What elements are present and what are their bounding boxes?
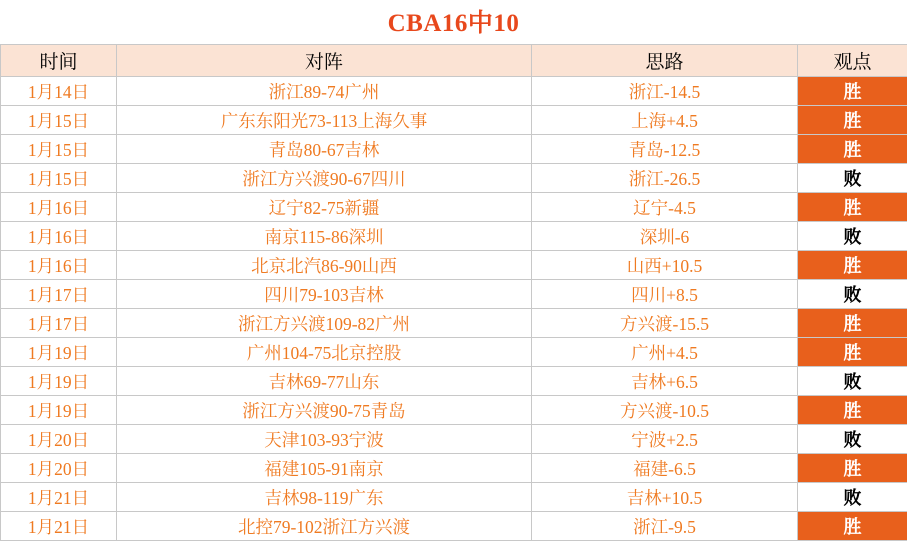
cell-result-badge: 胜	[798, 309, 907, 338]
table-row	[1, 280, 907, 309]
cell-idea: 方兴渡-10.5	[532, 396, 798, 425]
table-row	[1, 512, 907, 541]
table-row	[1, 193, 907, 222]
table-body	[1, 77, 907, 541]
table-row	[1, 164, 907, 193]
cell-idea: 浙江-26.5	[532, 164, 798, 193]
cell-match: 南京115-86深圳	[117, 222, 532, 251]
cell-match: 广州104-75北京控股	[117, 338, 532, 367]
cell-time: 1月20日	[1, 454, 117, 483]
cell-match: 浙江方兴渡90-75青岛	[117, 396, 532, 425]
cell-time: 1月19日	[1, 367, 117, 396]
cell-result-badge: 败	[798, 425, 907, 454]
table-row	[1, 309, 907, 338]
cell-time: 1月21日	[1, 512, 117, 541]
cell-time: 1月15日	[1, 106, 117, 135]
table-row	[1, 425, 907, 454]
cell-time: 1月15日	[1, 135, 117, 164]
column-header-time: 时间	[1, 45, 117, 77]
table-header-row	[1, 45, 907, 77]
cell-idea: 四川+8.5	[532, 280, 798, 309]
column-header-view: 观点	[798, 45, 907, 77]
table-header	[1, 45, 907, 77]
table-row	[1, 338, 907, 367]
cell-result-badge: 败	[798, 280, 907, 309]
cell-result-badge: 胜	[798, 106, 907, 135]
table-row	[1, 396, 907, 425]
cell-result-badge: 胜	[798, 77, 907, 106]
cell-time: 1月16日	[1, 222, 117, 251]
cell-time: 1月16日	[1, 193, 117, 222]
cell-result-badge: 败	[798, 483, 907, 512]
cell-idea: 浙江-9.5	[532, 512, 798, 541]
table-row	[1, 222, 907, 251]
cell-result-badge: 胜	[798, 396, 907, 425]
cell-result-badge: 胜	[798, 512, 907, 541]
cell-match: 吉林69-77山东	[117, 367, 532, 396]
cell-idea: 上海+4.5	[532, 106, 798, 135]
cell-match: 天津103-93宁波	[117, 425, 532, 454]
column-header-match: 对阵	[117, 45, 532, 77]
table-row	[1, 454, 907, 483]
cell-match: 四川79-103吉林	[117, 280, 532, 309]
cell-match: 浙江方兴渡109-82广州	[117, 309, 532, 338]
predictions-table	[0, 44, 907, 541]
cell-idea: 宁波+2.5	[532, 425, 798, 454]
cell-result-badge: 胜	[798, 338, 907, 367]
column-header-idea: 思路	[532, 45, 798, 77]
cell-result-badge: 败	[798, 164, 907, 193]
cell-idea: 方兴渡-15.5	[532, 309, 798, 338]
cell-result-badge: 胜	[798, 454, 907, 483]
cell-match: 浙江89-74广州	[117, 77, 532, 106]
cell-time: 1月16日	[1, 251, 117, 280]
cell-match: 北控79-102浙江方兴渡	[117, 512, 532, 541]
cell-idea: 广州+4.5	[532, 338, 798, 367]
cell-idea: 福建-6.5	[532, 454, 798, 483]
cell-idea: 辽宁-4.5	[532, 193, 798, 222]
cell-idea: 山西+10.5	[532, 251, 798, 280]
cell-result-badge: 败	[798, 367, 907, 396]
cell-match: 福建105-91南京	[117, 454, 532, 483]
cell-time: 1月19日	[1, 396, 117, 425]
cell-idea: 深圳-6	[532, 222, 798, 251]
table-row	[1, 483, 907, 512]
cell-match: 青岛80-67吉林	[117, 135, 532, 164]
cell-time: 1月17日	[1, 280, 117, 309]
table-row	[1, 251, 907, 280]
cell-time: 1月17日	[1, 309, 117, 338]
cell-idea: 吉林+6.5	[532, 367, 798, 396]
cell-match: 北京北汽86-90山西	[117, 251, 532, 280]
cell-match: 广东东阳光73-113上海久事	[117, 106, 532, 135]
cell-idea: 青岛-12.5	[532, 135, 798, 164]
cell-match: 浙江方兴渡90-67四川	[117, 164, 532, 193]
cell-time: 1月15日	[1, 164, 117, 193]
cell-time: 1月20日	[1, 425, 117, 454]
cell-result-badge: 败	[798, 222, 907, 251]
cell-idea: 吉林+10.5	[532, 483, 798, 512]
cell-match: 吉林98-119广东	[117, 483, 532, 512]
table-row	[1, 367, 907, 396]
table-row	[1, 77, 907, 106]
cell-idea: 浙江-14.5	[532, 77, 798, 106]
cell-result-badge: 胜	[798, 135, 907, 164]
cell-result-badge: 胜	[798, 193, 907, 222]
table-row	[1, 135, 907, 164]
cell-match: 辽宁82-75新疆	[117, 193, 532, 222]
cell-time: 1月14日	[1, 77, 117, 106]
cell-time: 1月21日	[1, 483, 117, 512]
cell-result-badge: 胜	[798, 251, 907, 280]
cell-time: 1月19日	[1, 338, 117, 367]
page-title: CBA16中10	[0, 0, 907, 44]
table-row	[1, 106, 907, 135]
